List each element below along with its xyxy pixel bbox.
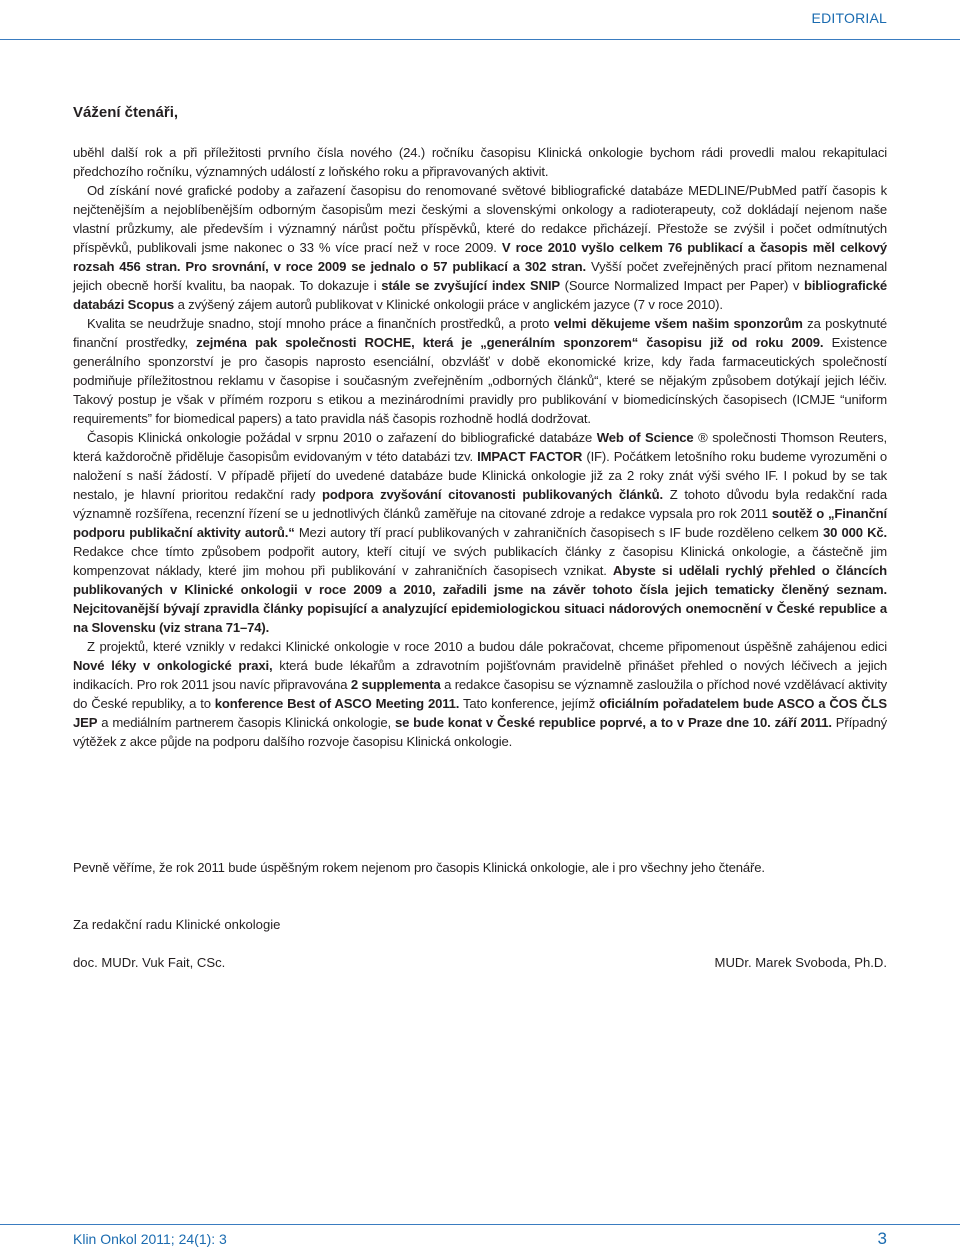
bold-text: V roce 2010 vyšlo celkem 76 publikací a časopis měl celkový rozsah 456 stran. Pro srovnání, v roce 2009 se jednalo o 57 publikací a 302 stran. [73, 240, 887, 274]
body-paragraph-4 [73, 428, 887, 637]
text-run: Z tohoto důvodu byla redakční rada významně rozšířena, recenzní řízení se u jednotlivých článků zaměřuje na citované zdroje a redakce vypsala pro rok 2011 [73, 487, 887, 521]
text-run: Případný výtěžek z akce půjde na podporu dalšího rozvoje časopisu Klinická onkologie. [73, 715, 887, 749]
bold-text: podpora zvyšování citovanosti publikovaných článků. [322, 487, 663, 502]
bold-text: oficiálním pořadatelem bude ASCO a ČOS ČLS JEP [73, 696, 888, 730]
section-label: EDITORIAL [811, 10, 887, 26]
bold-text: konference Best of ASCO Meeting 2011. [214, 696, 460, 711]
signature-left: doc. MUDr. Vuk Fait, CSc. [73, 955, 226, 970]
body-paragraph-3 [73, 314, 887, 428]
bold-text: se bude konat v České republice poprvé, a to v Praze dne 10. září 2011. [394, 715, 832, 730]
bold-text: Abyste si udělali rychlý přehled o článcích publikovaných v Klinické onkologii v roce 2009 a 2010, zařadili jsme na závěr tohoto čísla jejich tematicky členěný seznam. Nejcitovanější bývají zpravidla články popisující a analyzující epidemiologickou situaci nádorových onemocnění v České republice a na Slovensku (viz strana 71–74). [73, 563, 888, 635]
text-run: (Source Normalized Impact per Paper) v [559, 278, 804, 293]
closing-paragraph: Pevně věříme, že rok 2011 bude úspěšným rokem nejenom pro časopis Klinická onkologie, ale i pro všechny jeho čtenáře. [73, 860, 765, 875]
bold-text: Nové léky v onkologické praxi, [73, 658, 273, 673]
text-run: ® společnosti Thomson Reuters, která každoročně přiděluje časopisům evidovaným v této databázi tzv. [73, 430, 888, 464]
text-run: Vyšší počet zveřejněných prací přitom neznamenal jejich obecně horší kvalitu, ba naopak. To dokazuje i [73, 259, 887, 293]
bold-text: bibliografické databázi Scopus [73, 278, 887, 312]
text-run: Existence generálního sponzorství je pro časopis naprosto esenciální, obzvlášť v době ekonomické krize, kdy řada farmaceutických společností podmiňuje příležitostnou reklamu v časopise i současným zveřejněním „odborných článků“, které se nějakým způsobem dotýkají jejich léčiv. Takový postup je však v přímém rozporu s etikou a mezinárodními pravidly pro publikování v biomedicínských časopisech (ICMJE “uniform requirements” for biomedical papers) a tato pravidla náš časopis rozhodně hodlá dodržovat. [73, 335, 888, 426]
text-run: Kvalita se neudržuje snadno, stojí mnoho práce a finančních prostředků, a proto [87, 316, 554, 331]
journal-citation: Klin Onkol 2011; 24(1): 3 [73, 1231, 227, 1247]
text-run: (IF). Počátkem letošního roku budeme vyrozuměni o naložení s naší žádostí. V případě přijetí do uvedené databáze bude Klinická onkologie již za 2 roky znát výši svého IF. I pokud by se tak nestalo, je hlavní prioritou redakční rady [73, 449, 887, 502]
footer-divider [0, 1224, 960, 1225]
text-run: a mediálním partnerem časopis Klinická onkologie, [97, 715, 395, 730]
body-paragraph-1 [73, 143, 887, 181]
header-divider [0, 39, 960, 40]
body-paragraph-2 [73, 181, 887, 314]
bold-text: Web of Science [596, 430, 694, 445]
text-run: Redakce chce tímto způsobem podpořit autory, kteří citují ve svých publikacích články z časopisu Klinická onkologie, a částečně jim kompenzovat náklady, které jim mohou při publikování v zahraničních časopisech vznikat. [73, 544, 887, 578]
text-run: Tato konference, jejímž [459, 696, 600, 711]
bold-text: stále se zvyšující index SNIP [381, 278, 560, 293]
text-run: Časopis Klinická onkologie požádal v srpnu 2010 o zařazení do bibliografické databáze [87, 430, 597, 445]
text-run: a zvýšený zájem autorů publikovat v Klinické onkologii práce v anglickém jazyce (7 v roce 2010). [174, 297, 723, 312]
body-paragraph-5 [73, 637, 887, 751]
text-run: uběhl další rok a při příležitosti prvního čísla nového (24.) ročníku časopisu Klinická onkologie bychom rádi provedli malou rekapitulaci předchozího ročníku, významných událostí z loňského roku a připravovaných aktivit. [73, 145, 887, 179]
bold-text: 30 000 Kč. [822, 525, 887, 540]
bold-text: velmi děkujeme všem našim sponzorům [553, 316, 803, 331]
greeting: Vážení čtenáři, [73, 104, 179, 121]
text-run: Z projektů, které vznikly v redakci Klinické onkologie v roce 2010 a budou dále pokračovat, chceme připomenout úspěšně zahájenou edici [87, 639, 887, 654]
bold-text: soutěž o „Finanční podporu publikační aktivity autorů.“ [73, 506, 887, 540]
page-number: 3 [877, 1229, 887, 1248]
text-run: a redakce časopisu se významně zasloužila o příchod nové vzdělávací aktivity do České republiky, a to [73, 677, 887, 711]
text-run: Od získání nové grafické podoby a zařazení časopisu do renomované světové bibliografické databáze MEDLINE/PubMed patří časopis k nejčtenějším a nejoblíbenějším odborným časopisům mezi českými a slovenskými onkology a radioterapeuty, což dokládají nejenom naše vlastní průzkumy, ale především i významný nárůst počtu příspěvků, které do redakce přicházejí. Přestože se zvýšil i počet odmítnutých příspěvků, publikovali jsme nakonec o 33 % více prací než v roce 2009. [73, 183, 887, 255]
signature-right: MUDr. Marek Svoboda, Ph.D. [714, 955, 887, 970]
text-run: Mezi autory tří prací publikovaných v zahraničních časopisech s IF bude rozděleno celkem [294, 525, 823, 540]
bold-text: zejména pak společnosti ROCHE, která je „generálním sponzorem“ časopisu již od roku 2009. [196, 335, 824, 350]
text-run: která bude lékařům a zdravotním pojišťovnám pravidelně přinášet přehled o nových léčivech a jejich indikacích. Pro rok 2011 jsou navíc připravována [73, 658, 888, 692]
bold-text: IMPACT FACTOR [477, 449, 583, 464]
on-behalf-line: Za redakční radu Klinické onkologie [73, 917, 281, 932]
editorial-body [73, 143, 887, 751]
bold-text: 2 supplementa [350, 677, 441, 692]
text-run: za poskytnuté finanční prostředky, [73, 316, 887, 350]
